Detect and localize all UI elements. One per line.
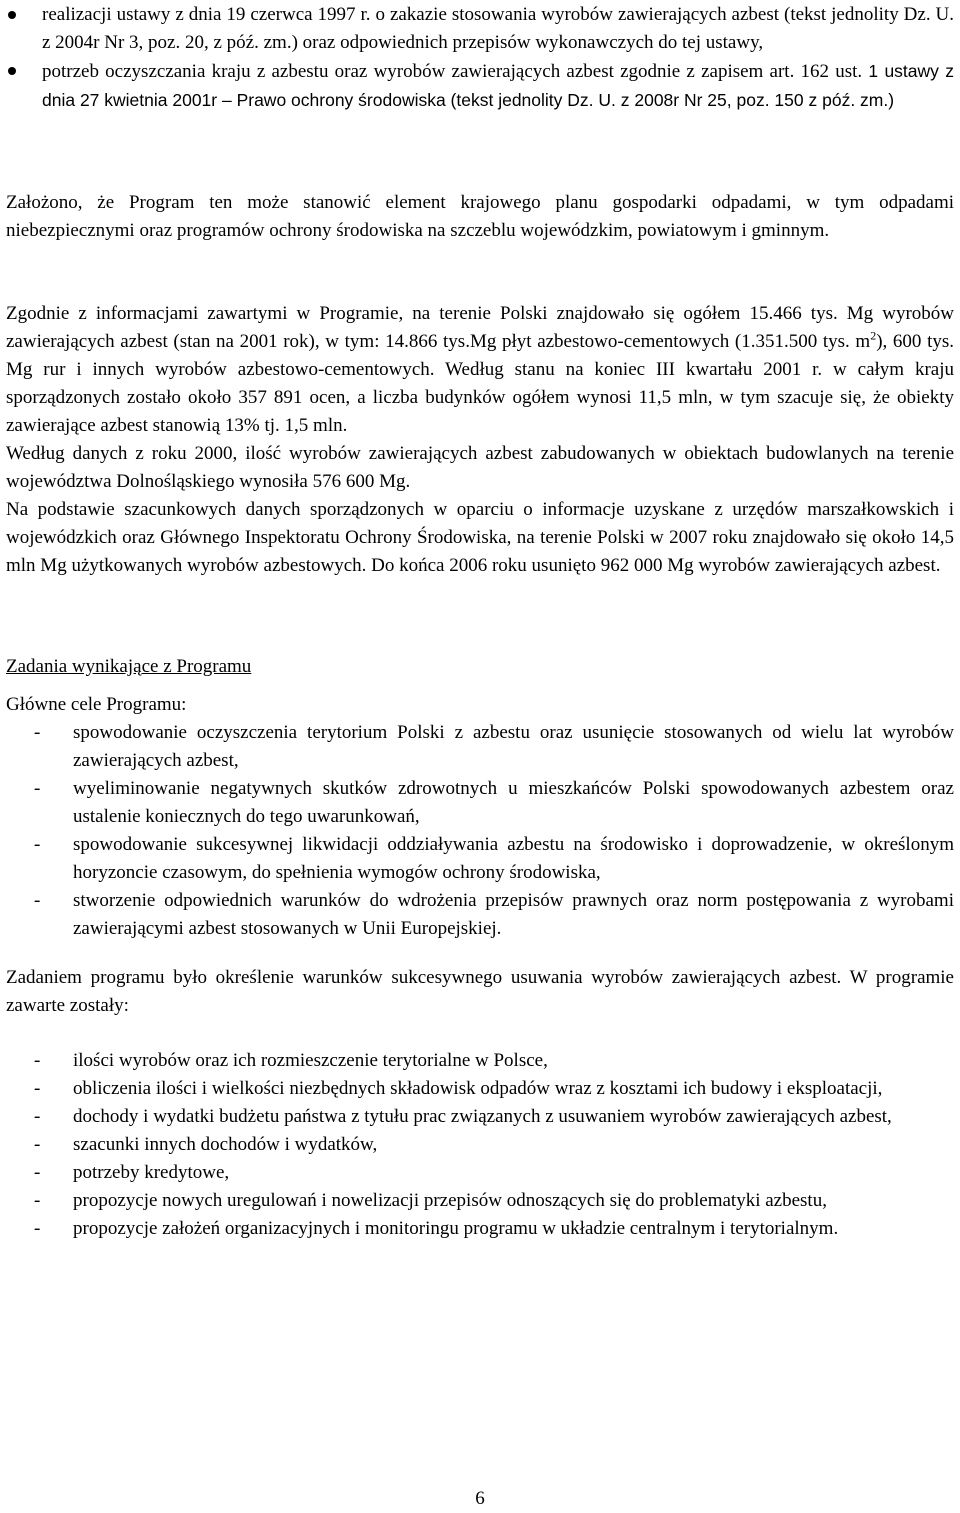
page-number: 6	[475, 1488, 485, 1509]
list-item	[6, 1131, 954, 1159]
superscript: 2	[870, 328, 877, 343]
goals-section	[6, 691, 954, 943]
goals-list	[6, 719, 954, 943]
bullet-icon	[8, 67, 16, 75]
paragraph-statistics	[6, 300, 954, 580]
dash-marker: -	[34, 1162, 41, 1183]
dash-marker: -	[34, 722, 41, 743]
paragraph-program-assumption	[6, 189, 954, 245]
list-item	[6, 1075, 954, 1103]
paragraph-statistics-text	[6, 300, 954, 440]
dash-marker: -	[34, 1050, 41, 1071]
dash-marker: -	[34, 1134, 41, 1155]
list-item-text: dochody i wydatki budżetu państwa z tytułu prac związanych z usuwaniem wyrobów zawierających azbest,	[73, 1106, 892, 1127]
list-item	[6, 1215, 954, 1243]
list-item-text: ilości wyrobów oraz ich rozmieszczenie terytorialne w Polsce,	[73, 1050, 548, 1071]
list-item-text: wyeliminowanie negatywnych skutków zdrowotnych u mieszkańców Polski spowodowanych azbestem oraz ustalenie koniecznych do tego uwarunkowań,	[73, 778, 954, 827]
list-item-text: szacunki innych dochodów i wydatków,	[73, 1134, 378, 1155]
list-item-text: spowodowanie oczyszczenia terytorium Polski z azbestu oraz usunięcie stosowanych od wielu lat wyrobów zawierających azbest,	[73, 722, 954, 771]
bullet-text: realizacji ustawy z dnia 19 czerwca 1997 r. o zakazie stosowania wyrobów zawierających azbest (tekst jednolity Dz. U. z 2004r Nr 3, poz. 20, z póź. zm.) oraz odpowiednich przepisów wykonawczych do tej ustawy,	[42, 4, 954, 53]
list-item	[6, 1103, 954, 1131]
goals-intro: Główne cele Programu:	[6, 694, 187, 715]
paragraph-text: Założono, że Program ten może stanowić element krajowego planu gospodarki odpadami, w tym odpadami niebezpiecznymi oraz programów ochrony środowiska na szczeblu wojewódzkim, powiatowym i gminnym.	[6, 192, 954, 241]
bullet-icon	[8, 11, 16, 19]
list-item-text: stworzenie odpowiednich warunków do wdrożenia przepisów prawnych oraz norm postępowania z wyrobami zawierającymi azbest stosowanych w Unii Europejskiej.	[73, 890, 954, 939]
bullet-text: potrzeb oczyszczania kraju z azbestu oraz wyrobów zawierających azbest zgodnie z zapisem art. 162 ust.	[42, 61, 869, 82]
list-item	[6, 1159, 954, 1187]
tasks-intro-block	[6, 964, 954, 1020]
list-item	[6, 1047, 954, 1075]
paragraph-text: Na podstawie szacunkowych danych sporządzonych w oparciu o informacje uzyskane z urzędów marszałkowskich i wojewódzkich oraz Głównego Inspektoratu Ochrony Środowiska, na terenie Polski w 2007 roku znajdowało się około 14,5 mln Mg użytkowanych wyrobów azbestowych. Do końca 2006 roku usunięto 962 000 Mg wyrobów zawierających azbest.	[6, 499, 954, 576]
dash-marker: -	[34, 1078, 41, 1099]
bullet-text-sans: 1 ustawy z dnia 27 kwietnia 2001r – Prawo ochrony środowiska (tekst jednolity Dz. U. z 2008r Nr 25, poz. 150 z póź. zm.)	[42, 61, 954, 110]
stats-text-a: Zgodnie z informacjami zawartymi w Programie, na terenie Polski znajdowało się ogółem 15.466 tys. Mg wyrobów zawierających azbest (stan na 2001 rok), w tym: 14.866 tys.Mg płyt azbestowo-cementowych (1.351.500 tys. m	[6, 303, 954, 352]
heading-text: Zadania wynikające z Programu	[6, 656, 252, 677]
bullet-list	[6, 1, 954, 115]
bullet-item	[6, 1, 954, 57]
list-item	[6, 887, 954, 943]
list-item-text: potrzeby kredytowe,	[73, 1162, 230, 1183]
section-heading	[6, 653, 954, 681]
dash-marker: -	[34, 1218, 41, 1239]
tasks-intro: Zadaniem programu było określenie warunków sukcesywnego usuwania wyrobów zawierających azbest. W programie zawarte zostały:	[6, 967, 954, 1016]
tasks-list	[6, 1047, 954, 1243]
list-item-text: propozycje założeń organizacyjnych i monitoringu programu w układzie centralnym i terytorialnym.	[73, 1218, 839, 1239]
tasks-section	[6, 1047, 954, 1243]
list-item	[6, 1187, 954, 1215]
bullet-item	[6, 57, 954, 115]
list-item	[6, 831, 954, 887]
stats-text-b: ), 600 tys. Mg rur i innych wyrobów azbestowo-cementowych. Według stanu na koniec III kwartału 2001 r. w całym kraju sporządzonych zostało około 357 891 ocen, a liczba budynków ogółem wynosi 11,5 mln, w tym szacuje się, że obiekty zawierające azbest stanowią 13% tj. 1,5 mln.	[6, 331, 954, 436]
dash-marker: -	[34, 890, 41, 911]
dash-marker: -	[34, 834, 41, 855]
list-item	[6, 719, 954, 775]
paragraph-text: Według danych z roku 2000, ilość wyrobów zawierających azbest zabudowanych w obiektach budowlanych na terenie województwa Dolnośląskiego wynosiła 576 600 Mg.	[6, 443, 954, 492]
list-item	[6, 775, 954, 831]
list-item-text: obliczenia ilości i wielkości niezbędnych składowisk odpadów wraz z kosztami ich budowy i eksploatacji,	[73, 1078, 883, 1099]
list-item-text: propozycje nowych uregulowań i nowelizacji przepisów odnoszących się do problematyki azbestu,	[73, 1190, 827, 1211]
list-item-text: spowodowanie sukcesywnej likwidacji oddziaływania azbestu na środowisko i doprowadzenie, w określonym horyzoncie czasowym, do spełnienia wymogów ochrony środowiska,	[73, 834, 954, 883]
dash-marker: -	[34, 778, 41, 799]
dash-marker: -	[34, 1190, 41, 1211]
dash-marker: -	[34, 1106, 41, 1127]
